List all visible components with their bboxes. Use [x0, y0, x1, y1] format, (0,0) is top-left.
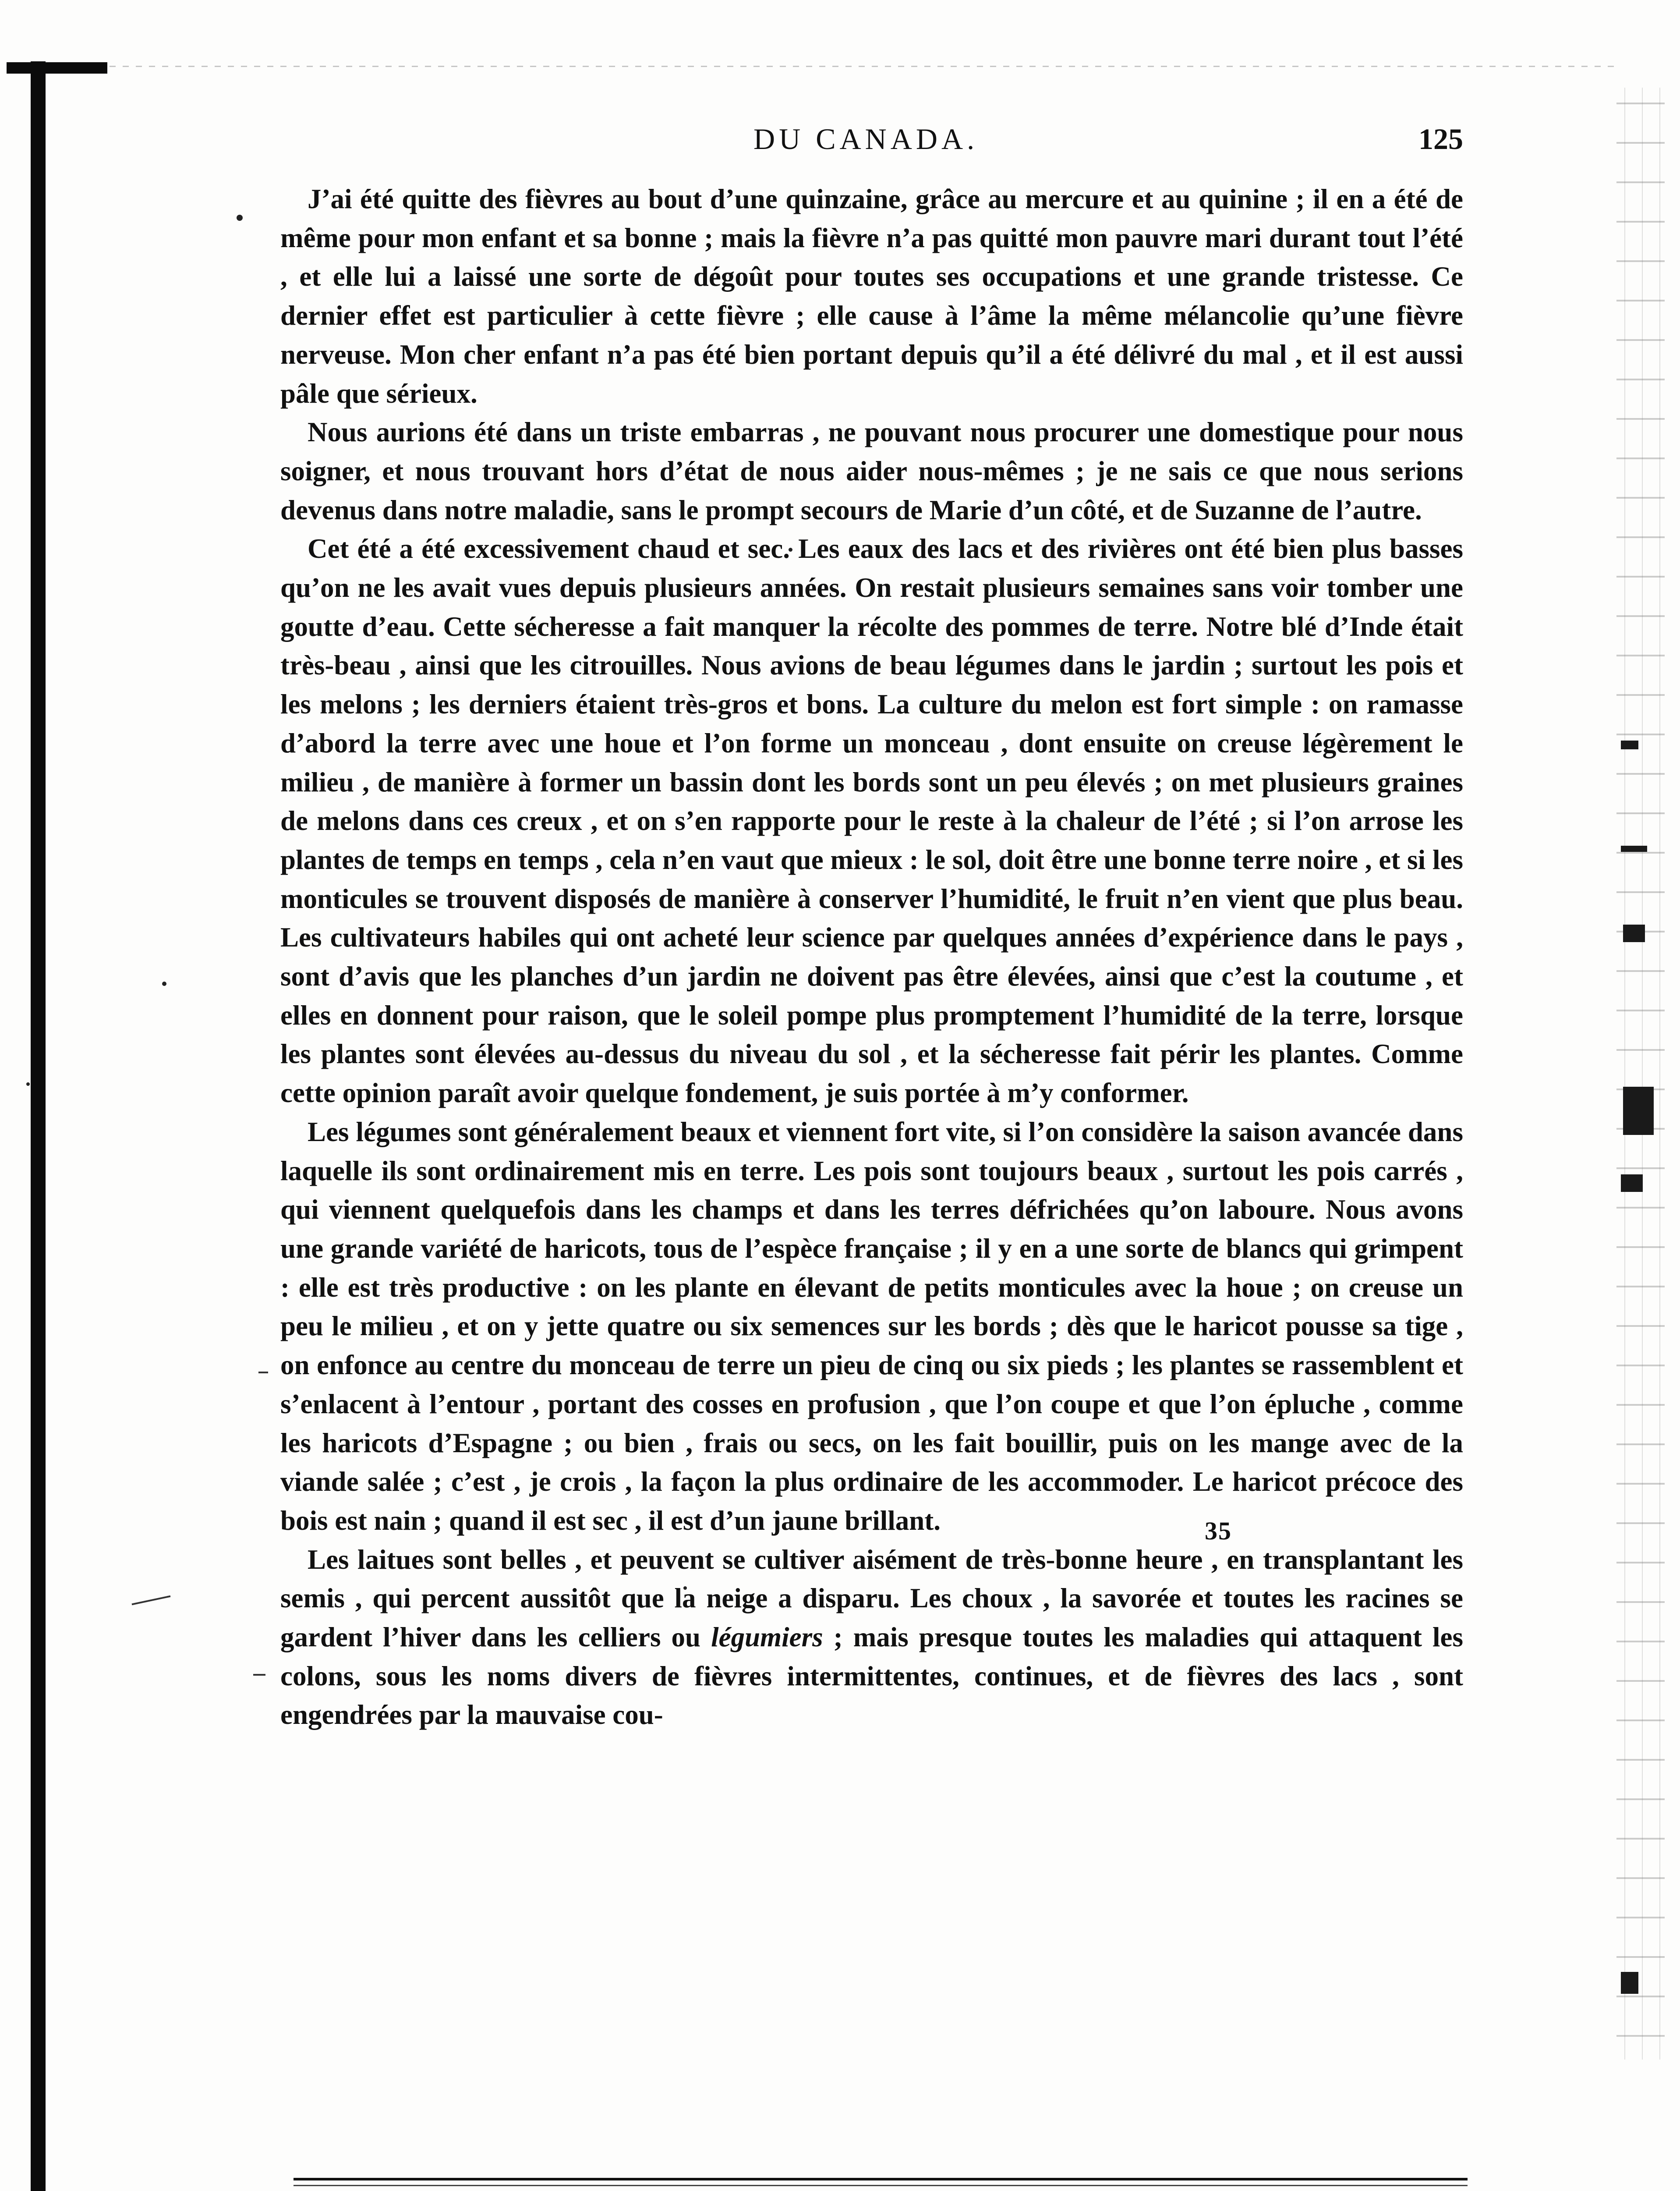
scan-artifact [1621, 1972, 1638, 1994]
italic-term: légumiers [711, 1622, 823, 1653]
binding-edge-top [7, 62, 107, 74]
paragraph: Nous aurions été dans un triste embarras , ne pouvant nous procurer une domestique pour nous soigner, et nous trouvant hors d’état de nous aider nous-mêmes ; je ne sais ce que nous serions devenus dans notre maladie, sans le prompt secours de Marie d’un côté, et de Suzanne de l’autre. [280, 417, 1463, 525]
running-title: DU CANADA. [753, 122, 979, 156]
scan-artifact [1621, 1174, 1643, 1192]
footer-rule [294, 2178, 1468, 2180]
margin-speck [237, 215, 243, 221]
paragraph: Les légumes sont généralement beaux et viennent fort vite, si l’on considère la saison avancée dans laquelle ils sont ordinairement mis en terre. Les pois sont toujours beaux , surtout les pois carrés , qui viennent quelquefois dans les champs et dans les terres défrichées qu’on laboure. Nous avons une grande variété de haricots, tous de l’espèce française ; il y en a une sorte de blancs qui grimpent : elle est très productive : on les plante en élevant de petits monticules avec la houe ; on creuse un peu le milieu , et on y jette quatre ou six semences sur les bords ; dès que le haricot pousse sa tige , on enfonce au centre du monceau de terre un pieu de cinq ou six pieds ; les plantes se rassemblent et s’enlacent à l’entour , portant des cosses en profusion , que l’on coupe et que l’on épluche , comme les haricots d’Espagne ; ou bien , frais ou secs, on les fait bouillir, puis on les mange avec de la viande salée ; c’est , je crois , la façon la plus ordinaire de les accommoder. Le haricot précoce des bois est nain ; quand il est sec , il est d’un jaune brillant. [280, 1116, 1463, 1536]
margin-speck [26, 1082, 30, 1086]
margin-mark [132, 1595, 171, 1606]
binding-edge [31, 61, 46, 2191]
paragraph [280, 1540, 1463, 1735]
page-number: 125 [1418, 122, 1463, 156]
scan-top-rule [110, 66, 1616, 67]
right-margin-noise [1616, 88, 1665, 2060]
scan-artifact [1623, 925, 1645, 942]
margin-speck [162, 982, 166, 986]
signature-mark: 35 [1205, 1517, 1232, 1545]
scan-artifact [1621, 846, 1647, 852]
body-text [280, 180, 1463, 1734]
scan-artifact [1623, 1087, 1654, 1135]
paragraph-text: Les laitues sont belles , et peuvent se cultiver aisément de très-bonne heure , en transplantant les semis , qui percent aussitôt que la neige a disparu. Les choux , la savorée et toutes les racines se gardent l’hiver dans les celliers ou [280, 1544, 1463, 1653]
paragraph: J’ai été quitte des fièvres au bout d’une quinzaine, grâce au mercure et au quinine ; il en a été de même pour mon enfant et sa bonne ; mais la fièvre n’a pas quitté mon pauvre mari durant tout l’été , et elle lui a laissé une sorte de dégoût pour toutes ses occupations et une grande tristesse. Ce dernier effet est particulier à cette fièvre ; elle cause à l’âme la même mélancolie qu’une fièvre nerveuse. Mon cher enfant n’a pas été bien portant depuis qu’il a été délivré du mal , et il est aussi pâle que sérieux. [280, 184, 1463, 409]
running-head [280, 122, 1463, 161]
footer-rule-thin [294, 2185, 1468, 2186]
paragraph-text: ; mais presque toutes les maladies qui attaquent les colons, sous les noms divers de fièvres intermittentes, continues, et de fièvres des lacs , sont engendrées par la mauvaise cou- [280, 1622, 1463, 1730]
margin-mark [258, 1372, 268, 1373]
scan-artifact [1621, 741, 1638, 749]
margin-mark [253, 1674, 265, 1676]
paragraph: Cet été a été excessivement chaud et sec. Les eaux des lacs et des rivières ont été bien plus basses qu’on ne les avait vues depuis plusieurs années. On restait plusieurs semaines sans voir tomber une goutte d’eau. Cette sécheresse a fait manquer la récolte des pommes de terre. Notre blé d’Inde était très-beau , ainsi que les citrouilles. Nous avions de beau légumes dans le jardin ; surtout les pois et les melons ; les derniers étaient très-gros et bons. La culture du melon est fort simple : on ramasse d’abord la terre avec une houe et l’on forme un monceau , dont ensuite on creuse légèrement le milieu , de manière à former un bassin dont les bords sont un peu élevés ; on met plusieurs graines de melons dans ces creux , et on s’en rapporte pour le reste à la chaleur de l’été ; si l’on arrose les plantes de temps en temps , cela n’en vaut que mieux : le sol, doit être une bonne terre noire , et si les monticules se trouvent disposés de manière à conserver l’humidité, le fruit n’en vient que plus beau. Les cultivateurs habiles qui ont acheté leur science par quelques années d’expérience dans le pays , sont d’avis que les planches d’un jardin ne doivent pas être élevées, ainsi que c’est la coutume , et elles en donnent pour raison, que le soleil pompe plus promptement l’humidité de la terre, lorsque les plantes sont élevées au-dessus du niveau du sol , et la sécheresse fait périr les plantes. Comme cette opinion paraît avoir quelque fondement, je suis portée à m’y conformer. [280, 533, 1463, 1109]
